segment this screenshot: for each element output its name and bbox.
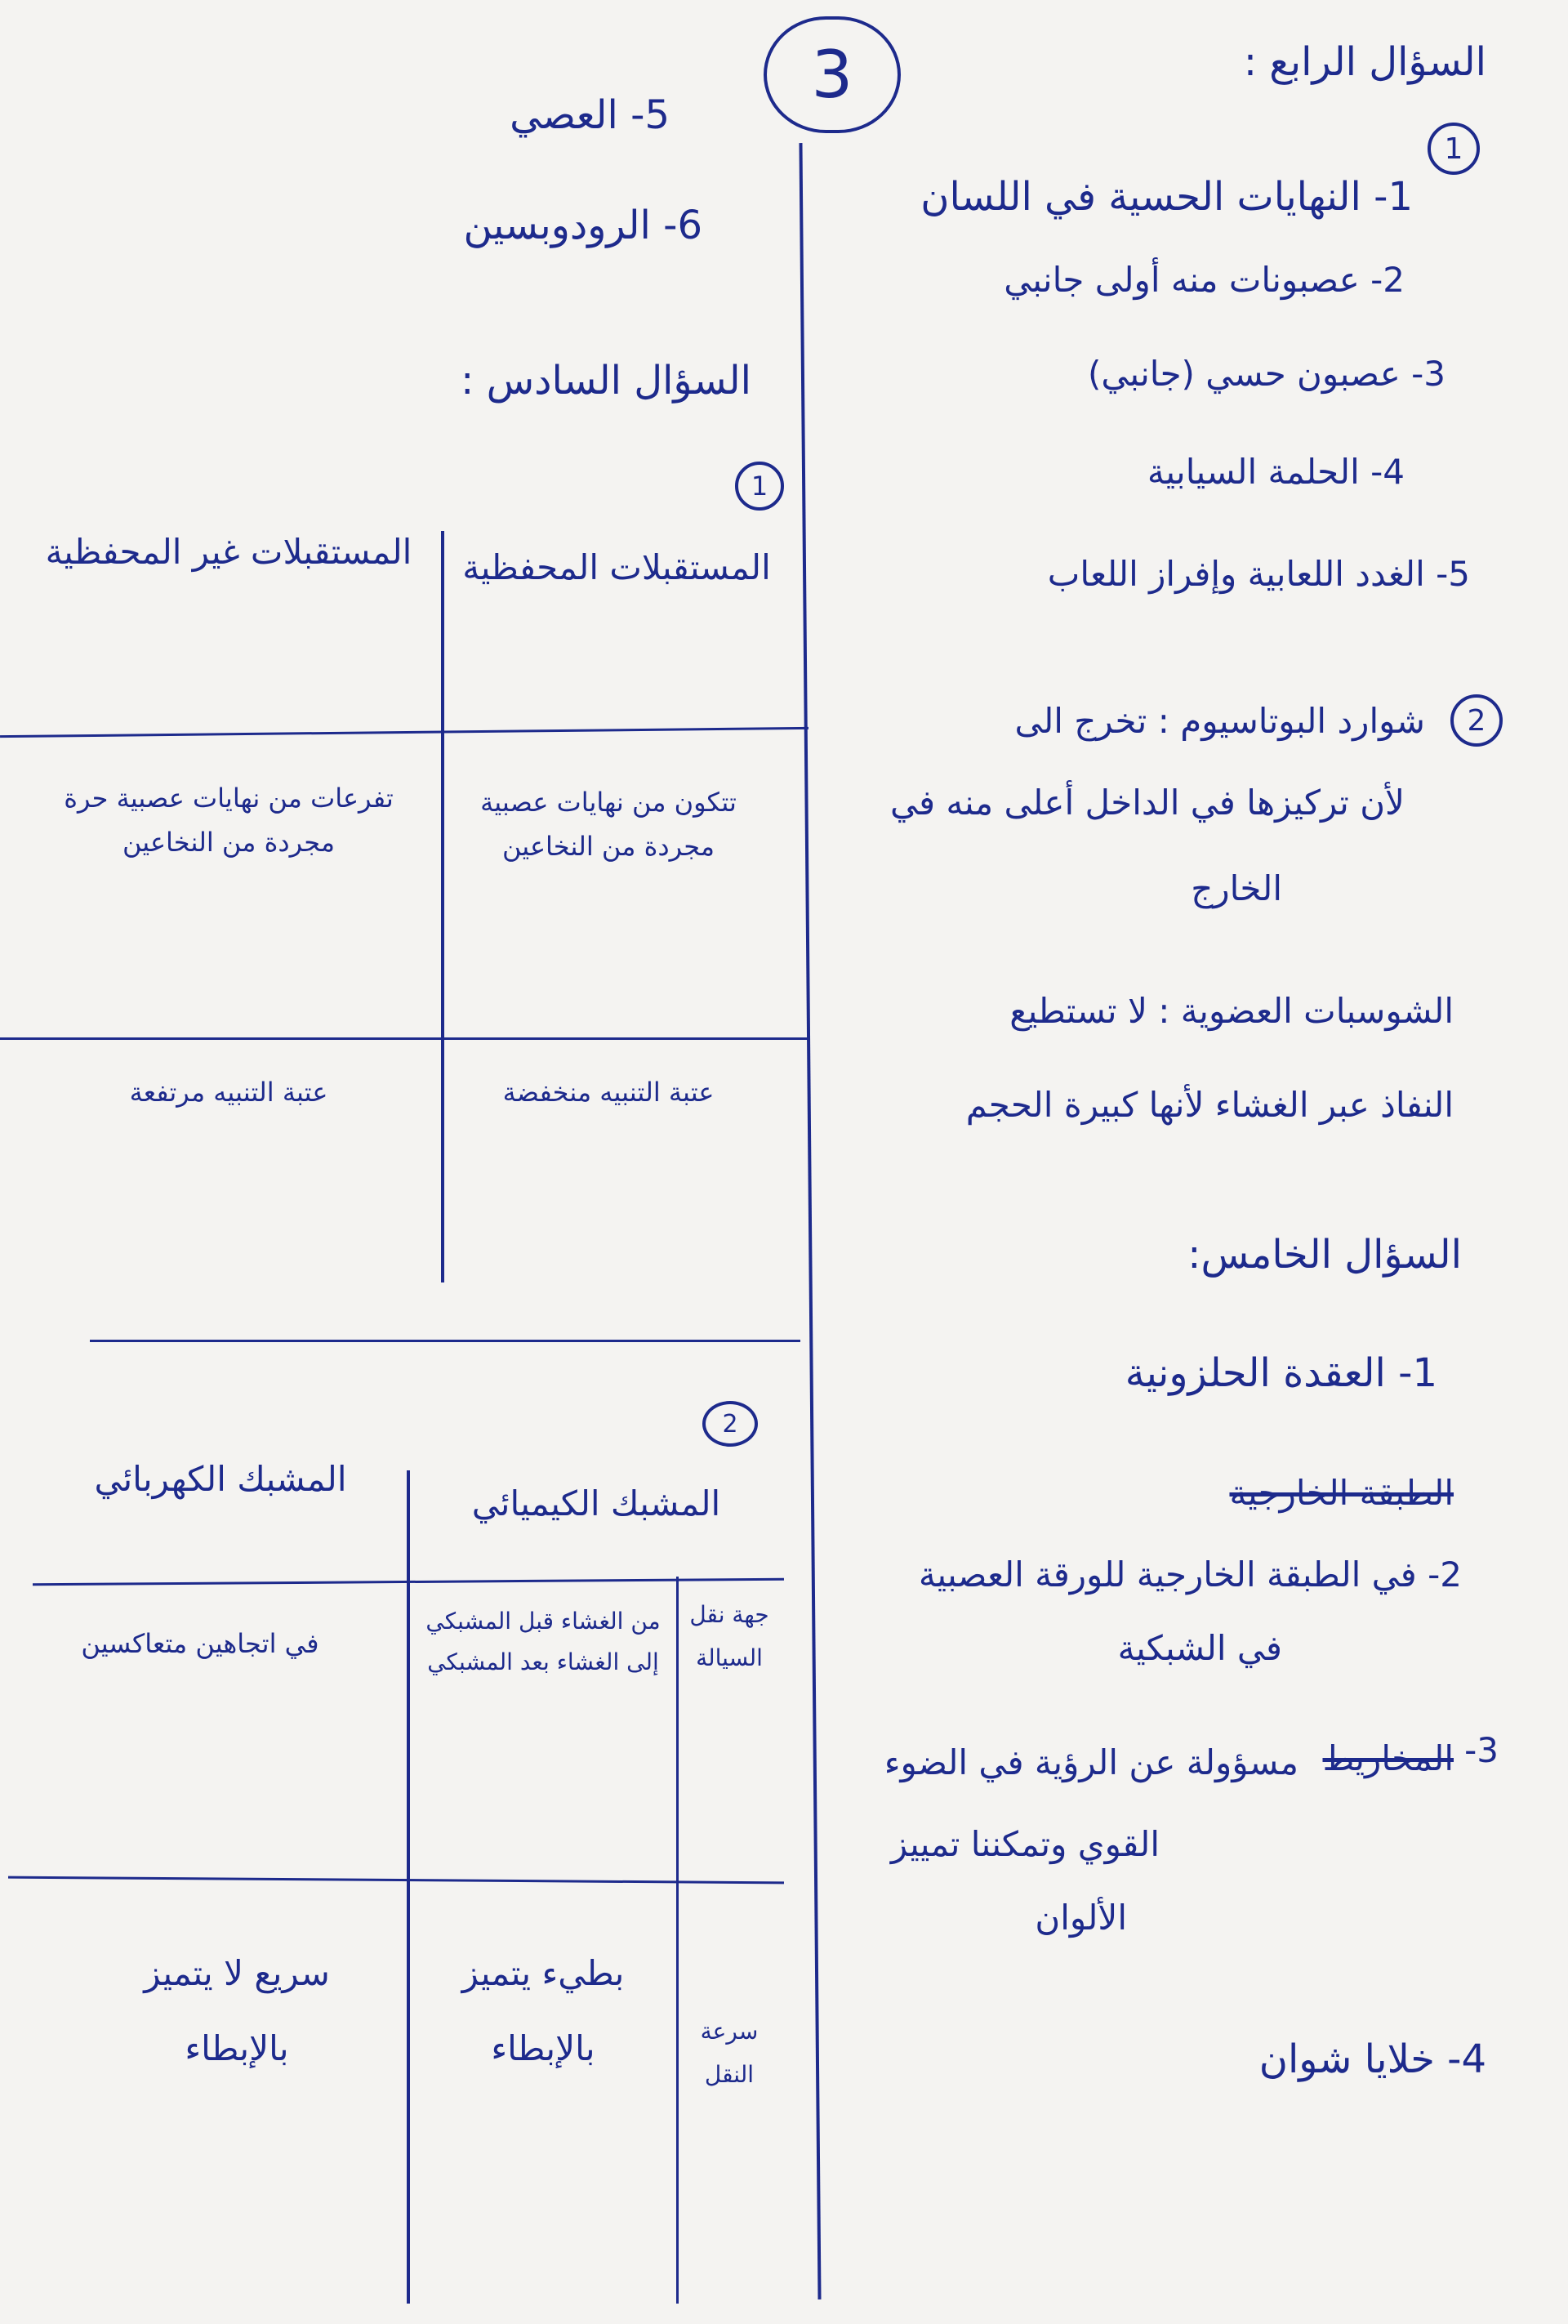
q4-item-2: 2- عصبونات منه أولى جانبي bbox=[1004, 260, 1405, 300]
section-separator bbox=[90, 1340, 800, 1342]
q4-item-4: 4- الحلمة السيابية bbox=[1147, 452, 1405, 492]
q4-part2-number: 2 bbox=[1450, 694, 1503, 747]
q4-part2-line-3: الخارج bbox=[1191, 868, 1282, 908]
q4-part2-line-2: لأن تركيزها في الداخل أعلى منه في bbox=[890, 783, 1405, 823]
table2-row1-chemical: من الغشاء قبل المشبكي إلى الغشاء بعد المشبكي bbox=[425, 1608, 661, 1676]
table1-header-encapsulated: المستقبلات المحفظية bbox=[462, 547, 771, 587]
q6-title: السؤال السادس : bbox=[461, 358, 751, 404]
table1-row-line-2 bbox=[0, 1037, 808, 1040]
table2-row-line-2 bbox=[8, 1876, 784, 1885]
q5-item-4: 4- خلايا شوان bbox=[1258, 2036, 1486, 2082]
table2-vertical-divider-1 bbox=[407, 1470, 410, 2304]
q5-title: السؤال الخامس: bbox=[1187, 1232, 1462, 1278]
q5-item-2-line-2: في الشبكية bbox=[1117, 1628, 1282, 1668]
table1-row-line-1 bbox=[0, 727, 808, 738]
q4-title: السؤال الرابع : bbox=[1243, 39, 1486, 85]
q4-part2-line-1: شوارد البوتاسيوم : تخرج الى bbox=[1014, 701, 1425, 741]
table2-row2-chemical: بطيء يتميز بالإبطاء bbox=[461, 1953, 625, 2069]
q5-struck-text: الطبقة الخارجية bbox=[1229, 1473, 1454, 1513]
table1-vertical-divider bbox=[441, 531, 444, 1282]
q4-item-1: 1- النهايات الحسية في اللسان bbox=[920, 174, 1413, 220]
table2-row1-electrical: في اتجاهين متعاكسين bbox=[81, 1628, 319, 1659]
table2-header-chemical: المشبك الكيميائي bbox=[471, 1483, 721, 1523]
q6-part1-number: 1 bbox=[735, 462, 784, 511]
q4-organic-line-2: النفاذ عبر الغشاء لأنها كبيرة الحجم bbox=[965, 1085, 1454, 1125]
q5-item-3-prefix: 3- bbox=[1464, 1730, 1499, 1770]
q5-item-1: 1- العقدة الحلزونية bbox=[1125, 1350, 1437, 1396]
left-item-6: 6- الرودوبسين bbox=[463, 203, 702, 248]
table2-rowlabel-direction: جهة نقل السيالة bbox=[689, 1601, 769, 1672]
page-divider bbox=[799, 143, 821, 2299]
q4-item-3: 3- عصبون حسي (جانبي) bbox=[1088, 354, 1446, 394]
page-number: 3 bbox=[811, 37, 853, 113]
table2-row2-electrical: سريع لا يتميز بالإبطاء bbox=[144, 1953, 330, 2069]
table2-vertical-divider-2 bbox=[676, 1577, 679, 2304]
q4-organic-line-1: الشوسبات العضوية : لا تستطيع bbox=[1009, 991, 1454, 1031]
q6-part2-number: 2 bbox=[702, 1401, 758, 1447]
q5-item-3-line-1: مسؤولة عن الرؤية في الضوء bbox=[884, 1742, 1298, 1782]
page-number-circle bbox=[764, 16, 901, 133]
q5-item-2-line-1: 2- في الطبقة الخارجية للورقة العصبية bbox=[918, 1555, 1462, 1595]
table1-header-unencapsulated: المستقبلات غير المحفظية bbox=[45, 532, 412, 572]
table2-rowlabel-speed: سرعة النقل bbox=[700, 2018, 759, 2089]
table1-row1-encapsulated: تتكون من نهايات عصبية مجردة من النخاعين bbox=[480, 787, 737, 863]
table2-header-electrical: المشبك الكهربائي bbox=[94, 1459, 347, 1499]
left-item-5: 5- العصي bbox=[510, 92, 670, 138]
table1-row2-unencapsulated: عتبة التنبيه مرتفعة bbox=[129, 1077, 328, 1108]
q5-item-3-struck: المخاريط bbox=[1322, 1738, 1454, 1778]
q5-item-3-line-2: القوي وتمكننا تمييز bbox=[890, 1824, 1160, 1864]
q4-item-5: 5- الغدد اللعابية وإفراز اللعاب bbox=[1047, 554, 1470, 594]
table1-row1-unencapsulated: تفرعات من نهايات عصبية حرة مجردة من النخاعين bbox=[64, 783, 394, 859]
q4-part1-number: 1 bbox=[1428, 123, 1480, 175]
table1-row2-encapsulated: عتبة التنبيه منخفضة bbox=[502, 1077, 715, 1108]
q5-item-3-line-3: الألوان bbox=[1035, 1898, 1127, 1938]
